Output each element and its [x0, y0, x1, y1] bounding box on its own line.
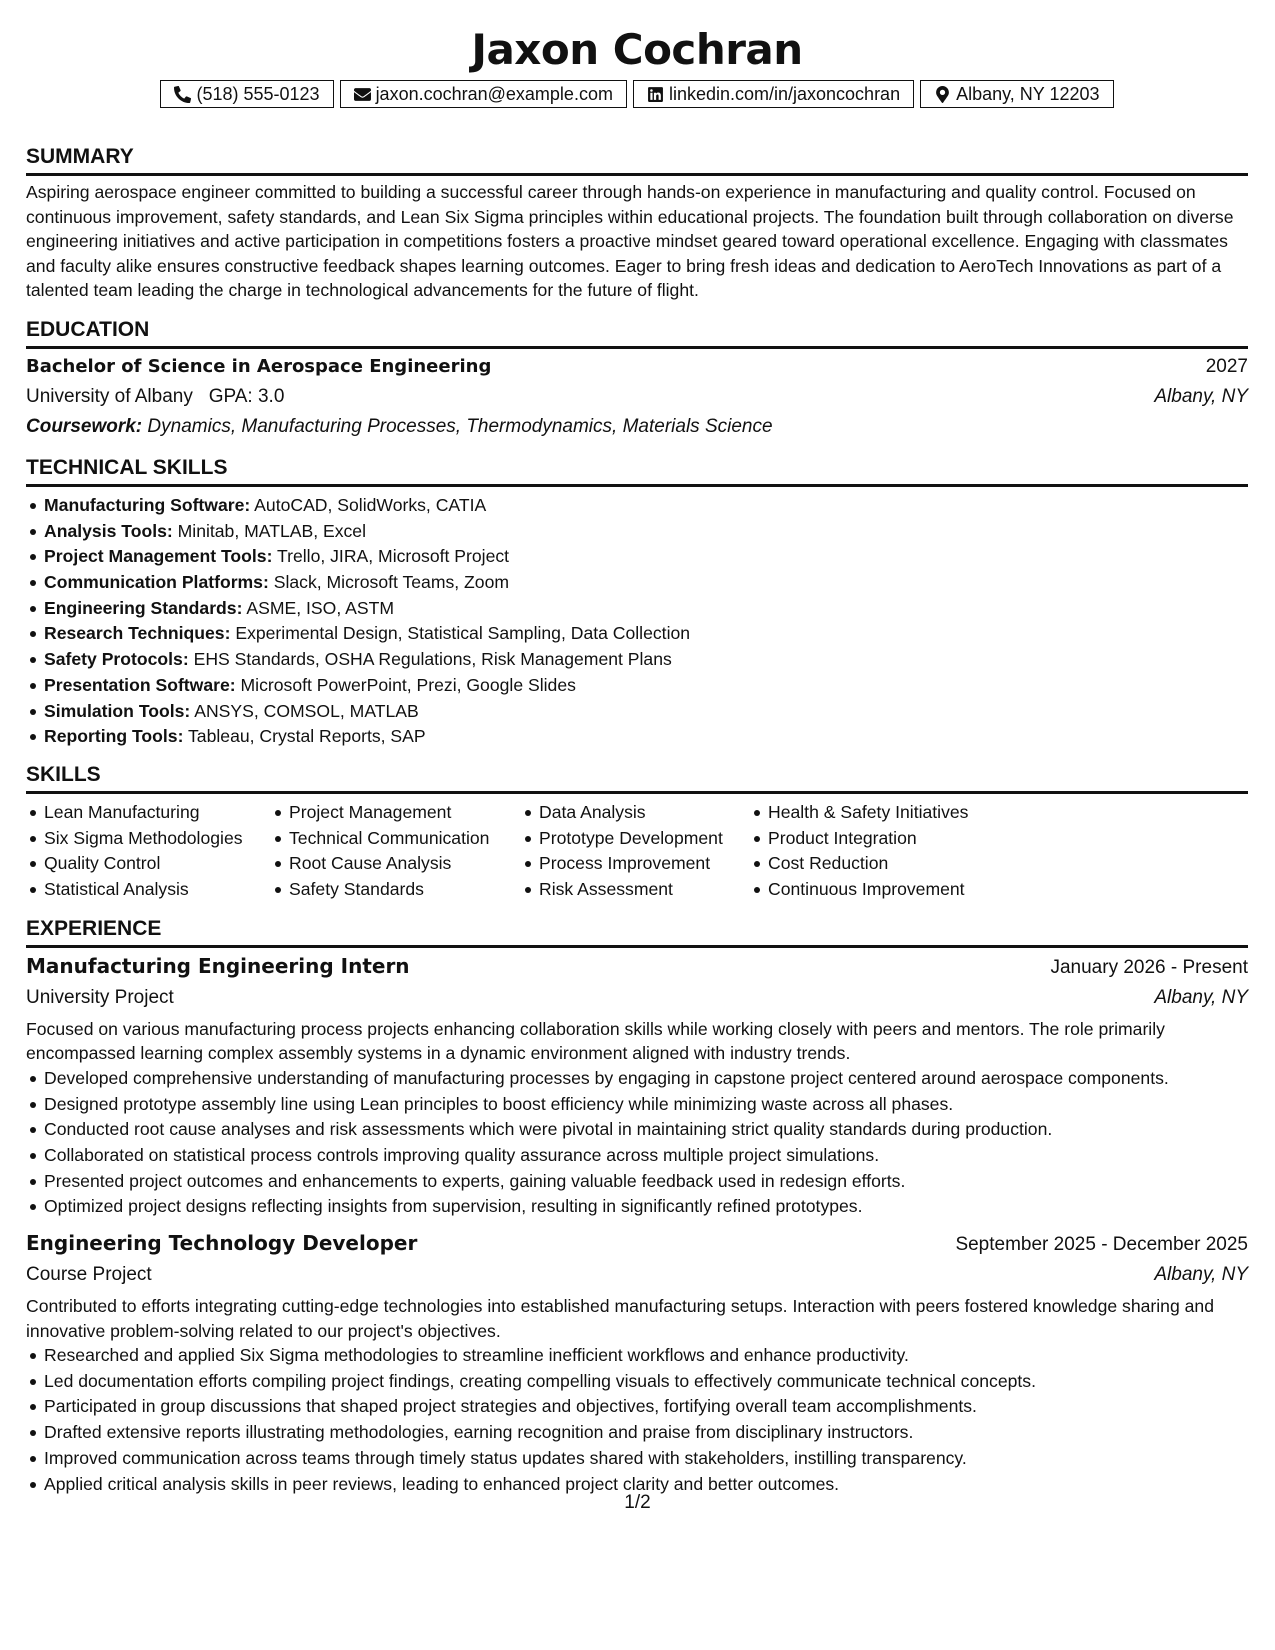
- skill-values: EHS Standards, OSHA Regulations, Risk Management Plans: [193, 649, 672, 670]
- experience-heading: EXPERIENCE: [26, 916, 1248, 948]
- job-title: Engineering Technology Developer: [26, 1231, 418, 1256]
- skill-category: Manufacturing Software:: [44, 494, 251, 515]
- job-title: Manufacturing Engineering Intern: [26, 953, 410, 978]
- list-item: Technical Communication: [271, 826, 521, 852]
- contact-location-text: Albany, NY 12203: [956, 83, 1100, 104]
- skill-category: Presentation Software:: [44, 674, 236, 695]
- candidate-name: Jaxon Cochran: [471, 25, 803, 74]
- contact-linkedin-text: linkedin.com/in/jaxoncochran: [668, 83, 901, 104]
- resume-page: [26, 22, 1248, 1497]
- job-description: Contributed to efforts integrating cutting-edge technologies into established manufacturing setups. Interaction with peers fostered knowledge sharing and innovative problem-solving related to our project's objectives.: [26, 1296, 1214, 1341]
- skills-heading: SKILLS: [26, 762, 1248, 794]
- list-item: Drafted extensive reports illustrating methodologies, earning recognition and praise from disciplinary instructors.: [26, 1420, 1248, 1446]
- skill-category: Project Management Tools:: [44, 546, 273, 567]
- list-item: Project Management: [271, 800, 521, 826]
- list-item: [26, 724, 1248, 750]
- summary-section: [26, 144, 1248, 303]
- skill-values: Trello, JIRA, Microsoft Project: [277, 546, 510, 567]
- contact-linkedin[interactable]: [633, 80, 914, 108]
- coursework-label: Coursework:: [26, 415, 143, 437]
- job-entry: [26, 1228, 1248, 1497]
- page-number: 1/2: [624, 1492, 651, 1513]
- list-item: Developed comprehensive understanding of manufacturing processes by engaging in capstone project centered around aerospace components.: [26, 1066, 1248, 1092]
- list-item: Applied critical analysis skills in peer reviews, leading to enhanced project clarity and better outcomes.: [26, 1472, 1248, 1498]
- skill-values: AutoCAD, SolidWorks, CATIA: [254, 494, 487, 515]
- education-heading: EDUCATION: [26, 317, 1248, 349]
- experience-section: [26, 916, 1248, 1497]
- list-item: Conducted root cause analyses and risk assessments which were pivotal in maintaining strict quality standards during production.: [26, 1117, 1248, 1143]
- job-dates: January 2026 - Present: [1050, 956, 1248, 978]
- skill-category: Simulation Tools:: [44, 700, 191, 721]
- list-item: Safety Standards: [271, 877, 521, 903]
- job-bullets: [26, 1066, 1248, 1220]
- job-title-row: [26, 1228, 1248, 1260]
- graduation-year: 2027: [1205, 355, 1248, 377]
- linkedin-icon: [647, 86, 664, 103]
- list-item: Collaborated on statistical process controls improving quality assurance across multiple project simulations.: [26, 1143, 1248, 1169]
- list-item: [26, 493, 1248, 519]
- summary-text: Aspiring aerospace engineer committed to building a successful career through hands-on experience in manufacturing and quality control. Focused on continuous improvement, safety standards, and Lean Six Sigma principles within educational projects. The foundation built through collaboration on diverse engineering initiatives and active participation in competitions fosters a proactive mindset geared toward operational excellence. Engaging with classmates and faculty alike ensures constructive feedback shapes learning outcomes. Eager to bring fresh ideas and dedication to AeroTech Innovations as part of a talented team leading the charge in technological advancements for the future of flight.: [26, 182, 1234, 301]
- phone-icon: [174, 86, 191, 103]
- skill-values: Tableau, Crystal Reports, SAP: [188, 726, 426, 747]
- list-item: Product Integration: [750, 826, 1010, 852]
- list-item: [26, 621, 1248, 647]
- skills-column-4: [750, 800, 1010, 903]
- contact-email[interactable]: [340, 80, 627, 108]
- job-bullets: [26, 1343, 1248, 1497]
- technical-skills-heading: TECHNICAL SKILLS: [26, 455, 1248, 487]
- skills-column-1: [26, 800, 271, 903]
- job-organization: University Project: [26, 986, 174, 1008]
- list-item: [26, 596, 1248, 622]
- skills-section: [26, 762, 1248, 903]
- skills-column-2: [271, 800, 521, 903]
- skill-values: Microsoft PowerPoint, Prezi, Google Slides: [240, 674, 576, 695]
- envelope-icon: [354, 86, 371, 103]
- list-item: [26, 699, 1248, 725]
- list-item: [26, 544, 1248, 570]
- skill-values: Slack, Microsoft Teams, Zoom: [273, 572, 510, 593]
- job-location: Albany, NY: [1154, 986, 1248, 1008]
- school-info: [26, 382, 284, 412]
- gpa: GPA: 3.0: [208, 385, 285, 407]
- list-item: [26, 647, 1248, 673]
- education-degree-row: [26, 352, 1248, 382]
- list-item: [26, 570, 1248, 596]
- list-item: Six Sigma Methodologies: [26, 826, 271, 852]
- list-item: Researched and applied Six Sigma methodologies to streamline inefficient workflows and enhance productivity.: [26, 1343, 1248, 1369]
- job-entry: [26, 951, 1248, 1220]
- list-item: Root Cause Analysis: [271, 851, 521, 877]
- school-location: Albany, NY: [1154, 385, 1248, 407]
- skill-values: ASME, ISO, ASTM: [246, 597, 394, 618]
- education-school-row: [26, 382, 1248, 412]
- skill-category: Reporting Tools:: [44, 726, 184, 747]
- job-description: Focused on various manufacturing process projects enhancing collaboration skills while working closely with peers and mentors. The role primarily encompassed learning complex assembly systems in a dynamic environment aligned with industry trends.: [26, 1018, 1165, 1064]
- list-item: Prototype Development: [521, 826, 750, 852]
- list-item: Continuous Improvement: [750, 877, 1010, 903]
- list-item: Optimized project designs reflecting insights from supervision, resulting in significantly refined prototypes.: [26, 1194, 1248, 1220]
- job-organization: Course Project: [26, 1264, 152, 1286]
- technical-skills-list: [26, 493, 1248, 750]
- list-item: Data Analysis: [521, 800, 750, 826]
- contact-email-text: jaxon.cochran@example.com: [375, 83, 613, 104]
- list-item: Statistical Analysis: [26, 877, 271, 903]
- skills-columns: [26, 800, 1248, 903]
- job-org-row: [26, 983, 1248, 1013]
- list-item: Process Improvement: [521, 851, 750, 877]
- list-item: Improved communication across teams through timely status updates shared with stakeholders, instilling transparency.: [26, 1446, 1248, 1472]
- education-section: [26, 317, 1248, 442]
- list-item: [26, 519, 1248, 545]
- list-item: Led documentation efforts compiling project findings, creating compelling visuals to effectively communicate technical concepts.: [26, 1369, 1248, 1395]
- list-item: Presented project outcomes and enhancements to experts, gaining valuable feedback used in redesign efforts.: [26, 1169, 1248, 1195]
- coursework: [26, 412, 1248, 442]
- job-location: Albany, NY: [1154, 1264, 1248, 1286]
- list-item: Risk Assessment: [521, 877, 750, 903]
- contact-phone[interactable]: [160, 80, 333, 108]
- skill-category: Communication Platforms:: [44, 572, 269, 593]
- skill-values: Experimental Design, Statistical Sampling, Data Collection: [235, 623, 691, 644]
- skill-category: Engineering Standards:: [44, 597, 243, 618]
- map-marker-icon: [934, 86, 951, 103]
- list-item: Lean Manufacturing: [26, 800, 271, 826]
- job-org-row: [26, 1260, 1248, 1290]
- skill-category: Research Techniques:: [44, 623, 231, 644]
- list-item: [26, 673, 1248, 699]
- skills-column-3: [521, 800, 750, 903]
- list-item: Participated in group discussions that shaped project strategies and objectives, fortifying overall team accomplishments.: [26, 1394, 1248, 1420]
- skill-values: ANSYS, COMSOL, MATLAB: [194, 700, 419, 721]
- skill-category: Safety Protocols:: [44, 649, 189, 670]
- contact-bar: [26, 80, 1248, 108]
- contact-phone-text: (518) 555-0123: [196, 83, 320, 104]
- school-name: University of Albany: [26, 385, 193, 407]
- skill-values: Minitab, MATLAB, Excel: [177, 520, 367, 541]
- summary-heading: SUMMARY: [26, 144, 1248, 176]
- degree-name: Bachelor of Science in Aerospace Engineering: [26, 355, 492, 377]
- list-item: Designed prototype assembly line using Lean principles to boost efficiency while minimizing waste across all phases.: [26, 1092, 1248, 1118]
- list-item: Cost Reduction: [750, 851, 1010, 877]
- coursework-list: Dynamics, Manufacturing Processes, Thermodynamics, Materials Science: [147, 415, 773, 437]
- job-title-row: [26, 951, 1248, 983]
- list-item: Quality Control: [26, 851, 271, 877]
- list-item: Health & Safety Initiatives: [750, 800, 1010, 826]
- technical-skills-section: [26, 455, 1248, 750]
- skill-category: Analysis Tools:: [44, 520, 173, 541]
- contact-location: [920, 80, 1113, 108]
- job-dates: September 2025 - December 2025: [955, 1234, 1248, 1256]
